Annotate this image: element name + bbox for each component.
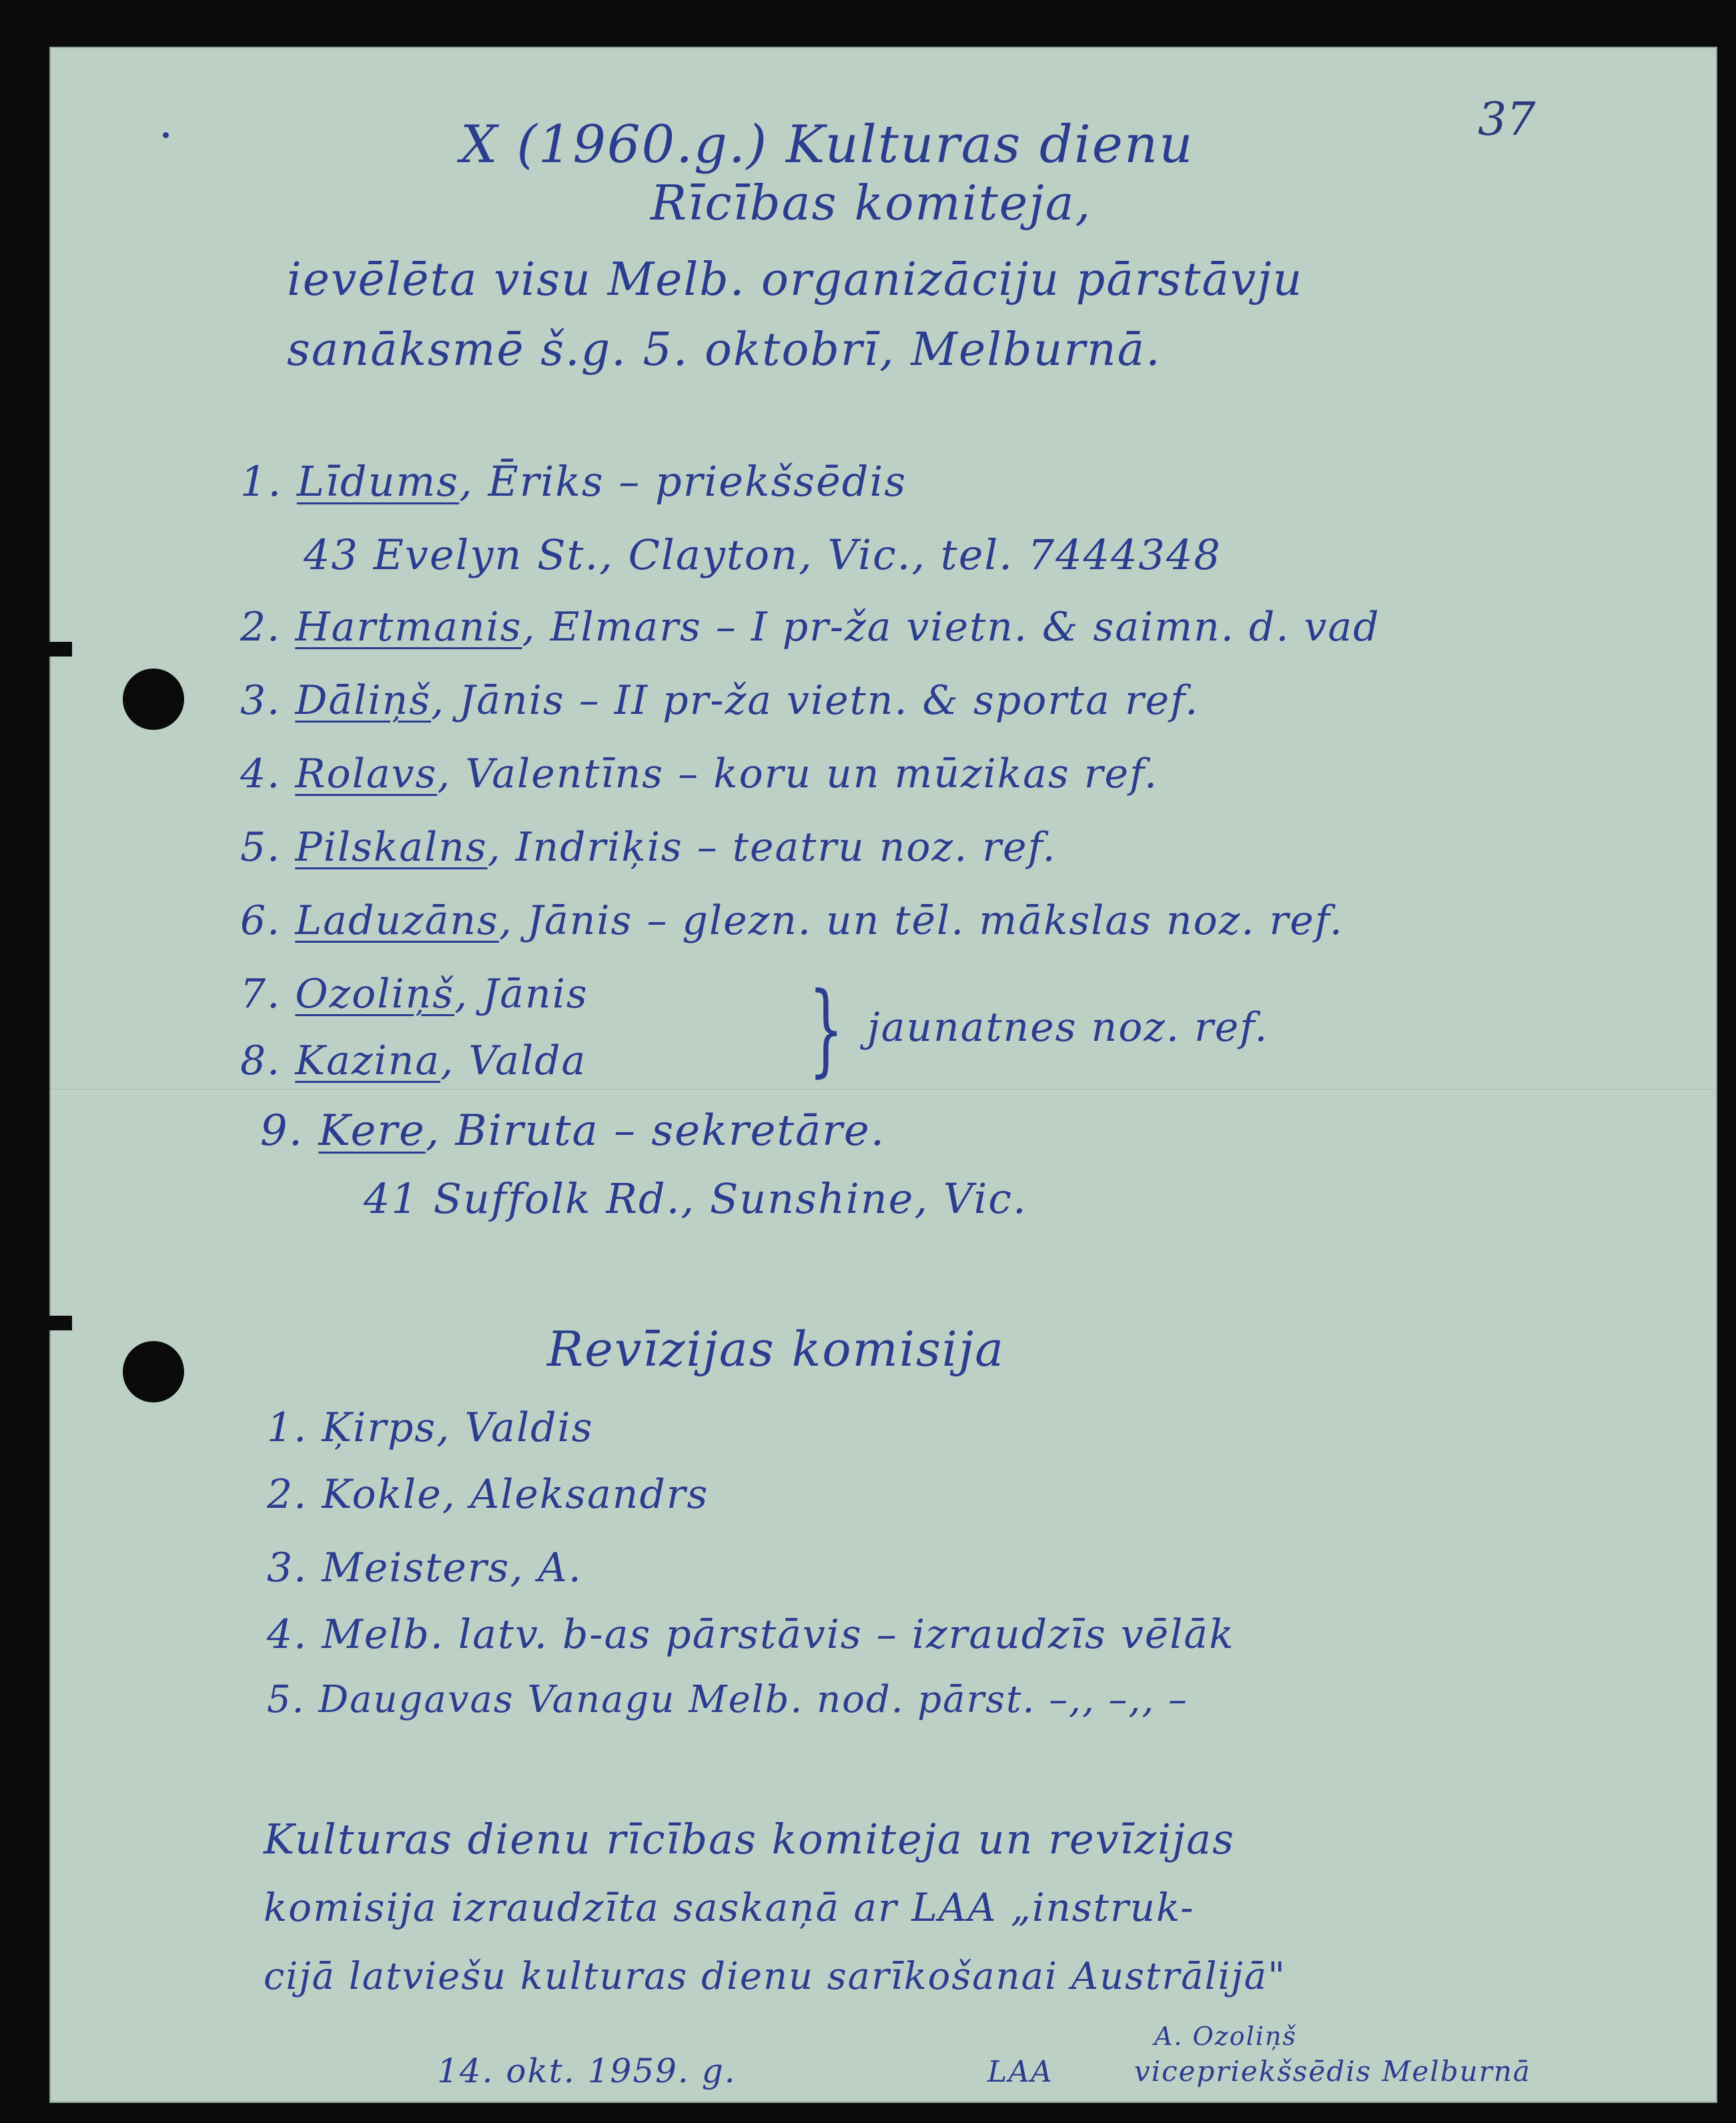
punch-hole <box>123 1341 184 1402</box>
item-number: 9. <box>260 1106 304 1156</box>
header-line-4: sanāksmē š.g. 5. oktobrī, Melburnā. <box>287 324 1162 376</box>
surname: Pilskalns <box>295 824 488 871</box>
committee-item <box>240 457 907 506</box>
closing-line-1: Kulturas dienu rīcības komiteja un revīzijas <box>264 1815 1235 1863</box>
item-number: 6. <box>240 897 282 944</box>
header-line-3: ievēlēta visu Melb. organizāciju pārstāvju <box>287 254 1304 306</box>
revision-item: 4. Melb. latv. b-as pārstāvis – izraudzīs vēlāk <box>267 1611 1235 1658</box>
surname: Līdums <box>296 457 460 506</box>
committee-item <box>240 971 588 1017</box>
item-number: 3. <box>240 677 282 724</box>
binder-tab <box>41 642 72 657</box>
surname: Dāliņš <box>295 677 432 724</box>
item-number: 5. <box>240 824 282 871</box>
item-detail: , Biruta – sekretāre. <box>425 1106 886 1156</box>
item-number: 2. <box>240 604 282 651</box>
brace-symbol: } <box>809 971 844 1088</box>
header-line-1: X (1960.g.) Kulturas dienu <box>460 115 1194 175</box>
committee-item <box>240 604 1380 651</box>
closing-line-2: komisija izraudzīta saskaņā ar LAA „instruk- <box>264 1885 1195 1930</box>
date: 14. okt. 1959. g. <box>437 2052 737 2090</box>
surname: Kazina <box>295 1037 441 1084</box>
surname: Kere <box>318 1106 426 1156</box>
committee-item <box>240 897 1344 944</box>
shared-role: jaunatnes noz. ref. <box>867 1004 1269 1051</box>
ink-dot <box>163 132 169 138</box>
item-detail: , Valentīns – koru un mūzikas ref. <box>437 751 1159 797</box>
item-number: 7. <box>240 971 282 1017</box>
closing-line-3: cijā latviešu kulturas dienu sarīkošanai Austrālijā" <box>264 1955 1286 1998</box>
item-detail: , Jānis <box>454 971 588 1017</box>
revision-item: 2. Kokle, Aleksandrs <box>267 1471 709 1518</box>
item-detail: , Indriķis – teatru noz. ref. <box>487 824 1057 871</box>
fold-crease <box>51 1089 1716 1092</box>
address-line: 43 Evelyn St., Clayton, Vic., tel. 7444348 <box>304 530 1222 579</box>
surname: Laduzāns <box>295 897 499 944</box>
header-line-2: Rīcības komiteja, <box>650 175 1092 231</box>
item-detail: , Ēriks – priekšsēdis <box>459 457 907 506</box>
signature-name: A. Ozoliņš <box>1154 2022 1297 2051</box>
committee-item <box>240 677 1199 724</box>
committee-item <box>240 751 1158 797</box>
address-line: 41 Suffolk Rd., Sunshine, Vic. <box>364 1174 1027 1223</box>
item-detail: , Elmars – I pr-ža vietn. & saimn. d. vad <box>522 604 1380 651</box>
item-number: 4. <box>240 751 282 797</box>
revision-item: 1. Ķirps, Valdis <box>267 1404 594 1451</box>
binder-tab <box>41 1316 72 1330</box>
revision-item: 5. Daugavas Vanagu Melb. nod. pārst. –,, –,, – <box>267 1678 1188 1721</box>
committee-item <box>240 824 1057 871</box>
page-number: 37 <box>1478 93 1536 146</box>
committee-item <box>260 1106 885 1156</box>
item-detail: , Valda <box>440 1037 587 1084</box>
surname: Rolavs <box>295 751 438 797</box>
revision-item: 3. Meisters, A. <box>267 1545 582 1591</box>
signature-title: vicepriekšsēdis Melburnā <box>1134 2055 1531 2088</box>
revision-title: Revīzijas komisija <box>547 1321 1005 1377</box>
surname: Ozoliņš <box>295 971 455 1017</box>
item-number: 1. <box>240 457 283 506</box>
punch-hole <box>123 669 184 730</box>
signature-org: LAA <box>987 2055 1053 2089</box>
surname: Hartmanis <box>295 604 522 651</box>
item-detail: , Jānis – II pr-ža vietn. & sporta ref. <box>431 677 1200 724</box>
committee-item <box>240 1037 586 1084</box>
item-number: 8. <box>240 1037 282 1084</box>
item-detail: , Jānis – glezn. un tēl. mākslas noz. ref. <box>498 897 1344 944</box>
